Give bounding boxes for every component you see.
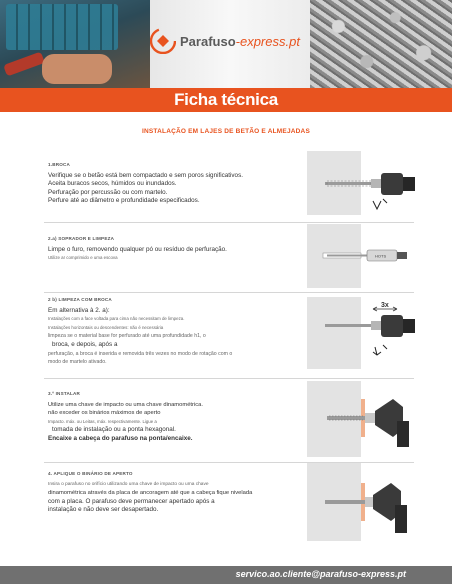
step-line: broca, e depois, após a bbox=[52, 340, 118, 348]
step-line: Perfuração por percussão ou com martelo. bbox=[48, 188, 168, 196]
header-banner bbox=[0, 0, 452, 88]
brand-logo bbox=[150, 24, 300, 58]
logo-accent-text: -express.pt bbox=[235, 33, 300, 49]
step-line: instalação e não deve ser desapertado. bbox=[48, 506, 159, 514]
step-line: não exceder os binários máximos de aperto bbox=[48, 410, 161, 417]
step-line: com a placa. O parafuso deve permanecer apertado após a bbox=[48, 497, 215, 505]
step-heading: 1.BROCA bbox=[48, 162, 71, 167]
step-line: Utilize uma chave de impacto ou uma chave dinamométrica. bbox=[48, 401, 203, 408]
step-line: Aceita buracos secos, húmidos ou inundados. bbox=[48, 180, 177, 188]
step-line: Utilize ar comprimido e uma escova bbox=[48, 255, 118, 261]
step-line: Impacto. máx. ou Leitas, máx. respectivamente. Ligue a bbox=[48, 418, 157, 424]
step-install bbox=[48, 390, 298, 444]
step-line: perfuração, a broca é inserida e removida três vezes no modo de rotação com o bbox=[48, 350, 233, 357]
blower-illustration bbox=[307, 224, 415, 288]
step-line: Instalações horizontais ou descendentes: não é necessária bbox=[48, 324, 164, 330]
drill-illustration bbox=[307, 151, 415, 215]
drill-clean-illustration bbox=[307, 297, 415, 369]
divider bbox=[44, 378, 414, 379]
step-heading: 3.º INSTALAR bbox=[48, 391, 81, 396]
footer-bar bbox=[0, 566, 452, 584]
title-band bbox=[0, 88, 452, 112]
step-line: Limpe o furo, removendo qualquer pó ou resíduo de perfuração. bbox=[48, 245, 227, 253]
screws-photo bbox=[310, 0, 452, 88]
divider bbox=[44, 222, 414, 223]
divider bbox=[44, 292, 414, 293]
step-line: limpeza se o material base for perfurado até uma profundidade h1, o bbox=[48, 333, 206, 340]
toolbox-photo bbox=[0, 0, 150, 88]
repeat-count: 3x bbox=[381, 302, 389, 309]
page-title: Ficha técnica bbox=[174, 90, 278, 109]
step-torque bbox=[48, 470, 298, 515]
step-drill-clean bbox=[48, 296, 298, 367]
step-heading: 2 b) LIMPEZA COM BROCA bbox=[48, 297, 112, 302]
logo-icon bbox=[150, 28, 176, 54]
step-blow-clean bbox=[48, 235, 298, 263]
step-line: Em alternativa à 2. a): bbox=[48, 306, 110, 314]
device-label: HOTS bbox=[375, 253, 387, 259]
step-line: Insira o parafuso no orifício utilizando uma chave de impacto ou uma chave bbox=[48, 481, 209, 487]
step-line: Perfure até ao diâmetro e profundidade especificados. bbox=[48, 197, 200, 205]
step-heading: 4. APLIQUE O BINÁRIO DE APERTO bbox=[48, 471, 133, 476]
step-drill bbox=[48, 161, 298, 206]
step-line: dinamométrica através da placa de ancoragem até que a cabeça fique nivelada bbox=[48, 490, 253, 497]
contact-email[interactable]: servico.ao.cliente@parafuso-express.pt bbox=[235, 569, 406, 579]
torque-illustration bbox=[307, 463, 415, 541]
step-line: Verifique se o betão está bem compactado e sem poros significativos. bbox=[48, 171, 243, 179]
page-subtitle: INSTALAÇÃO EM LAJES DE BETÃO E ALMEJADAS bbox=[142, 128, 310, 135]
step-heading: 2.a) SOPRADOR E LIMPEZA bbox=[48, 236, 115, 241]
step-line: tomada de instalação ou a ponta hexagonal. bbox=[52, 426, 176, 434]
step-line: modo de martelo ativado. bbox=[48, 359, 107, 366]
logo-main-text: Parafuso bbox=[180, 33, 236, 49]
step-line: Encaixe a cabeça do parafuso na ponta/encaixe. bbox=[48, 434, 193, 442]
install-illustration bbox=[307, 381, 415, 457]
step-line: Instalações com a face voltada para cima não necessitam de limpeza. bbox=[48, 316, 185, 322]
